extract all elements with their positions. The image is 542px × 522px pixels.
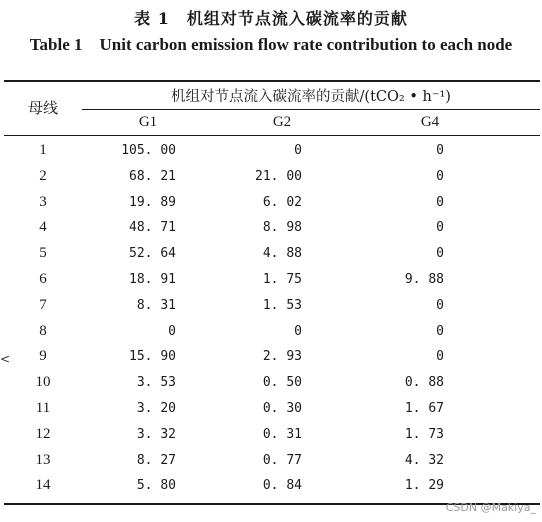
g1-cell: 19. 89 [129,194,176,210]
contribution-group-header: 机组对节点流入碳流率的贡献/(tCO₂ • h⁻¹) [171,89,451,105]
bus-cell: 4 [39,219,47,236]
table-row [4,449,540,475]
g1-cell: 5. 80 [136,478,176,494]
g2-cell: 1. 75 [262,271,302,287]
g2-cell: 0 [294,323,302,339]
g1-cell: 105. 00 [121,143,176,158]
bus-cell: 1 [39,142,47,158]
bus-cell: 7 [39,296,47,313]
g2-cell: 6. 02 [262,194,302,210]
g2-cell: 21. 00 [255,168,302,184]
bus-cell: 6 [39,270,47,287]
table-row [4,216,540,242]
table-group-rule [82,109,540,110]
g1-cell: 8. 31 [136,297,176,313]
g1-cell: 3. 32 [136,426,176,442]
g2-cell: 4. 88 [262,246,302,262]
g1-cell: 3. 20 [136,400,176,416]
g4-cell: 0 [436,194,444,210]
table-row [4,423,540,449]
g4-cell: 9. 88 [404,271,444,287]
bus-cell: 8 [39,322,47,339]
g1-cell: 0 [168,323,176,339]
table-row [4,397,540,423]
bus-cell: 9 [39,348,47,365]
g1-cell: 3. 53 [136,375,176,391]
g2-cell: 1. 53 [262,297,302,313]
watermark: CSDN @Makiya_ [445,501,536,514]
g4-cell: 0. 88 [404,375,444,391]
g4-cell: 1. 29 [404,478,444,494]
g4-cell: 0 [436,143,444,158]
g4-cell: 1. 67 [404,400,444,416]
g4-cell: 0 [436,297,444,313]
table-row [4,371,540,397]
column-header-g4: G4 [420,114,440,130]
g2-cell: 0. 77 [262,452,302,468]
table-title-chinese: 表 1 机组对节点流入碳流率的贡献 [134,9,408,28]
bus-cell: 13 [35,451,51,468]
bus-column-header: 母线 [27,99,58,117]
g4-cell: 4. 32 [404,452,444,468]
table-row [4,268,540,294]
g2-cell: 8. 98 [262,220,302,236]
table-row [4,294,540,320]
bus-cell: 10 [35,374,51,391]
g4-cell: 0 [436,168,444,184]
g2-cell: 0. 50 [262,375,302,391]
g1-cell: 68. 21 [129,168,176,184]
bus-cell: 11 [35,399,51,416]
bus-cell: 12 [35,425,51,442]
g2-cell: 0. 30 [262,400,302,416]
g1-cell: 18. 91 [129,271,176,287]
g1-cell: 52. 64 [129,246,176,262]
g1-cell: 8. 27 [136,452,176,468]
bus-cell: 2 [39,167,47,184]
g2-cell: 2. 93 [262,349,302,365]
g4-cell: 0 [436,220,444,236]
g4-cell: 1. 73 [404,426,444,442]
column-header-g1: G1 [138,114,158,130]
table-row [4,165,540,191]
margin-mark: < [0,352,11,366]
g2-cell: 0. 84 [262,478,302,494]
g4-cell: 0 [436,246,444,262]
bus-cell: 5 [39,245,47,262]
table-row [4,242,540,268]
table-header-rule [4,135,540,136]
g1-cell: 48. 71 [129,220,176,236]
table-title-english: Table 1 Unit carbon emission flow rate contribution to each node [29,35,513,54]
table-row [4,191,540,217]
table-row [4,345,540,371]
g4-cell: 0 [436,323,444,339]
table-row [4,474,540,500]
column-header-g2: G2 [272,114,292,130]
g4-cell: 0 [436,349,444,365]
g2-cell: 0 [294,143,302,158]
table-row [4,320,540,346]
g2-cell: 0. 31 [262,426,302,442]
bus-cell: 3 [39,193,47,210]
table-top-rule [4,80,540,82]
table-row [4,139,540,165]
table-body [4,139,540,500]
g1-cell: 15. 90 [129,349,176,365]
bus-cell: 14 [35,477,51,494]
